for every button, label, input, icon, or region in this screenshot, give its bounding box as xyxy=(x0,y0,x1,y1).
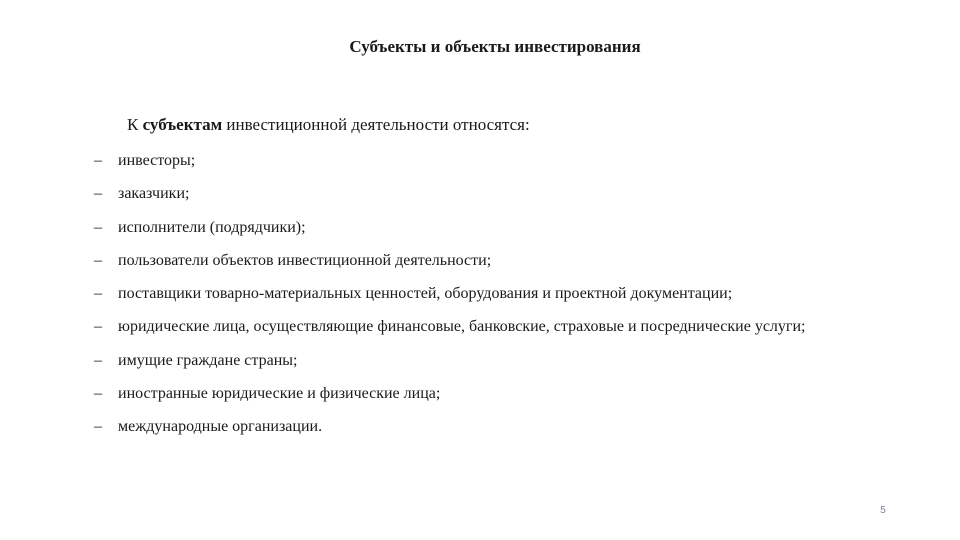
list-bullet: – xyxy=(94,251,102,269)
slide-title: Субъекты и объекты инвестирования xyxy=(349,37,641,56)
list-item-text: международные организации. xyxy=(118,418,323,435)
list-item-text: заказчики; xyxy=(118,185,190,203)
list-bullet: – xyxy=(94,418,102,435)
list-bullet: – xyxy=(94,152,102,169)
list-item-text: инвесторы; xyxy=(118,152,196,169)
list-item-text: поставщики товарно-материальных ценностей, оборудования и проектной документации; xyxy=(118,285,733,302)
list-item-text: имущие граждане страны; xyxy=(118,351,298,369)
intro-prefix: К xyxy=(127,115,143,134)
list-bullet: – xyxy=(94,384,102,402)
list-item-text: юридические лица, осуществляющие финансовые, банковские, страховые и посреднические услуги; xyxy=(118,318,806,336)
list-item-text: пользователи объектов инвестиционной деятельности; xyxy=(118,251,492,269)
list-item-text: иностранные юридические и физические лица; xyxy=(118,384,441,402)
list-bullet: – xyxy=(94,218,102,236)
page-number: 5 xyxy=(880,505,886,516)
list-bullet: – xyxy=(94,285,102,302)
list-bullet: – xyxy=(94,318,102,336)
intro-suffix: инвестиционной деятельности относятся: xyxy=(222,115,530,134)
list-bullet: – xyxy=(94,351,102,369)
list-bullet: – xyxy=(94,185,102,203)
intro-emphasis: субъектам xyxy=(142,115,223,134)
list-item-text: исполнители (подрядчики); xyxy=(118,218,306,236)
intro-paragraph xyxy=(127,114,530,136)
